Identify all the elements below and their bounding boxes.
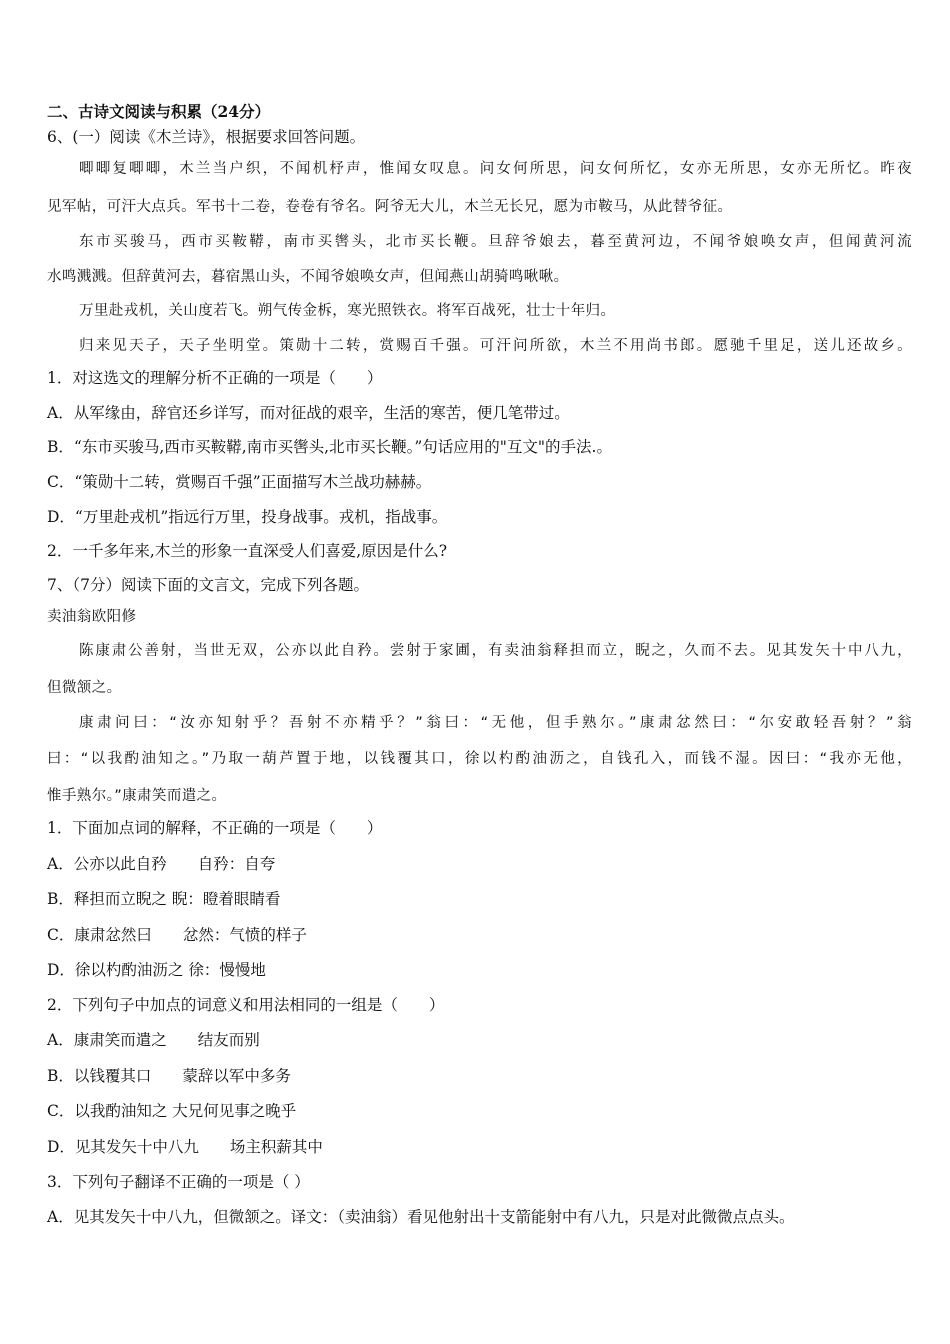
q7-sub2-option-a: A．康肃笑而遣之 结友而别: [47, 1031, 260, 1049]
poem-line: 水鸣溅溅。但辞黄河去，暮宿黑山头，不闻爷娘唤女声，但闻燕山胡骑鸣啾啾。: [47, 269, 569, 285]
q7-sub2-option-b: B．以钱覆其口 蒙辞以军中多务: [47, 1067, 291, 1085]
q7-sub2-question: 2．下列句子中加点的词意义和用法相同的一组是（ ）: [47, 996, 445, 1014]
q6-sub1-option-d: D．“万里赴戎机”指远行万里，投身战事。戎机，指战事。: [47, 508, 448, 526]
q7-sub1-option-d: D．徐以杓酌油沥之 徐：慢慢地: [47, 961, 266, 979]
q6-sub1-option-a: A．从军缘由，辞官还乡详写，而对征战的艰辛，生活的寒苦，便几笔带过。: [47, 404, 570, 422]
q7-sub1-option-c: C．康肃忿然曰 忿然：气愤的样子: [47, 926, 307, 944]
poem-line: 见军帖，可汗大点兵。军书十二卷，卷卷有爷名。阿爷无大儿，木兰无长兄，愿为市鞍马，从此替爷征。: [47, 199, 733, 215]
poem-line: 归来见天子，天子坐明堂。策勋十二转，赏赐百千强。可汗问所欲，木兰不用尚书郎。愿驰千里足，送儿还故乡。: [79, 338, 912, 354]
q7-sub3-option-a: A．见其发矢十中八九，但微颔之。译文：（卖油翁）看见他射出十支箭能射中有八九，只是对此微微点点头。: [47, 1208, 795, 1226]
q6-sub1-option-b: B．“东市买骏马,西市买鞍鞯,南市买辔头,北市买长鞭。”句话应用的"互文"的手法.。: [47, 438, 612, 456]
q7-heading: 7、（7分）阅读下面的文言文，完成下列各题。: [47, 576, 369, 594]
q6-sub1-question: 1．对这选文的理解分析不正确的一项是（ ）: [47, 369, 383, 387]
q6-sub1-option-c: C．“策勋十二转，赏赐百千强”正面描写木兰战功赫赫。: [47, 473, 432, 491]
q7-sub1-option-b: B．释担而立睨之 睨：瞪着眼睛看: [47, 890, 281, 908]
passage-line: 陈康肃公善射，当世无双，公亦以此自矜。尝射于家圃，有卖油翁释担而立，睨之，久而不去。见其发矢十中八九，: [79, 643, 912, 659]
q6-heading: 6、(一）阅读《木兰诗》，根据要求回答问题。: [47, 128, 366, 146]
q7-sub1-option-a: A．公亦以此自矜 自矜：自夸: [47, 855, 276, 873]
passage-line: 惟手熟尔。”康肃笑而遣之。: [47, 788, 227, 804]
poem-line: 东市买骏马，西市买鞍鞯，南市买辔头，北市买长鞭。旦辞爷娘去，暮至黄河边，不闻爷娘唤女声，但闻黄河流: [79, 234, 912, 250]
passage-line: 但微颔之。: [47, 680, 122, 696]
passage-title: 卖油翁欧阳修: [47, 609, 137, 625]
section-title: 二、古诗文阅读与积累（24分）: [47, 102, 271, 121]
passage-line: 康肃问曰：“汝亦知射乎？吾射不亦精乎？”翁曰：“无他，但手熟尔。”康肃忿然曰：“尔安敢轻吾射？”翁: [79, 715, 912, 731]
q7-sub2-option-c: C．以我酌油知之 大兄何见事之晚乎: [47, 1102, 297, 1120]
q6-sub2-question: 2．一千多年来,木兰的形象一直深受人们喜爱,原因是什么?: [47, 542, 448, 560]
q7-sub3-question: 3．下列句子翻译不正确的一项是（ ）: [47, 1173, 310, 1191]
poem-line: 唧唧复唧唧，木兰当户织，不闻机杼声，惟闻女叹息。问女何所思，问女何所忆，女亦无所思，女亦无所忆。昨夜: [79, 161, 912, 177]
passage-line: 曰：“以我酌油知之。”乃取一葫芦置于地，以钱覆其口，徐以杓酌油沥之，自钱孔入，而钱不湿。因曰：“我亦无他，: [47, 751, 912, 767]
poem-line: 万里赴戎机，关山度若飞。朔气传金柝，寒光照铁衣。将军百战死，壮士十年归。: [79, 303, 616, 319]
q7-sub1-question: 1．下面加点词的解释，不正确的一项是（ ）: [47, 819, 383, 837]
q7-sub2-option-d: D．见其发矢十中八九 场主积薪其中: [47, 1138, 323, 1156]
